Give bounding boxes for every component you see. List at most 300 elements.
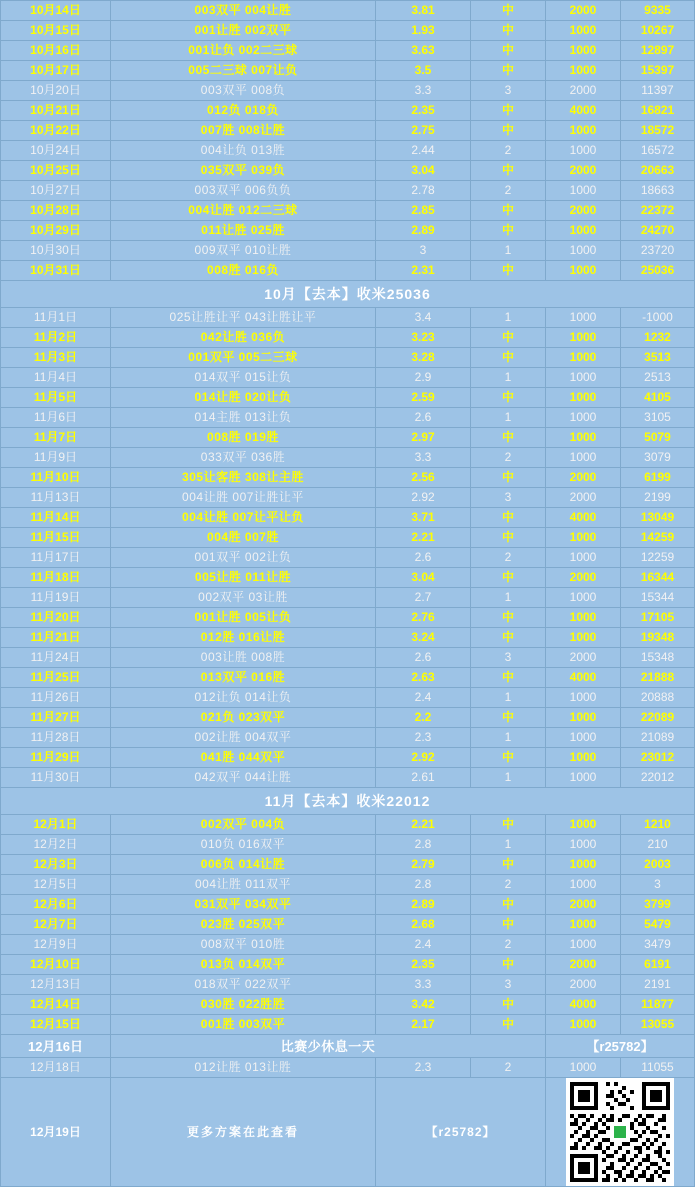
note-date: 12月16日 xyxy=(1,1035,111,1058)
row-total: 5079 xyxy=(621,428,695,448)
row-odds: 2.21 xyxy=(376,528,471,548)
table-row xyxy=(1,388,695,408)
row-total: 13055 xyxy=(621,1015,695,1035)
row-odds: 2.75 xyxy=(376,121,471,141)
row-date: 11月25日 xyxy=(1,668,111,688)
monthly-summary-text: 10月【去本】收米25036 xyxy=(1,281,695,308)
row-match: 013双平 016胜 xyxy=(111,668,376,688)
row-total: 16821 xyxy=(621,101,695,121)
row-match: 003让胜 008胜 xyxy=(111,648,376,668)
row-odds: 2.4 xyxy=(376,688,471,708)
row-match: 002让胜 004双平 xyxy=(111,728,376,748)
table-row xyxy=(1,648,695,668)
row-odds: 3.24 xyxy=(376,628,471,648)
row-amount: 1000 xyxy=(546,328,621,348)
row-odds: 2.89 xyxy=(376,221,471,241)
row-total: 16344 xyxy=(621,568,695,588)
row-date: 11月2日 xyxy=(1,328,111,348)
table-row xyxy=(1,995,695,1015)
wechat-qr-code[interactable] xyxy=(546,1078,695,1187)
row-amount: 2000 xyxy=(546,648,621,668)
row-match: 012负 018负 xyxy=(111,101,376,121)
row-match: 018双平 022双平 xyxy=(111,975,376,995)
row-date: 11月7日 xyxy=(1,428,111,448)
row-result: 中 xyxy=(471,121,546,141)
row-date: 11月30日 xyxy=(1,768,111,788)
table-row xyxy=(1,728,695,748)
row-result: 中 xyxy=(471,668,546,688)
row-odds: 2.35 xyxy=(376,955,471,975)
row-odds: 2.79 xyxy=(376,855,471,875)
row-total: 15344 xyxy=(621,588,695,608)
row-amount: 1000 xyxy=(546,608,621,628)
row-odds: 2.76 xyxy=(376,608,471,628)
row-odds: 3.42 xyxy=(376,995,471,1015)
row-total: 20888 xyxy=(621,688,695,708)
row-amount: 2000 xyxy=(546,1,621,21)
table-row xyxy=(1,308,695,328)
row-result: 中 xyxy=(471,608,546,628)
table-row xyxy=(1,588,695,608)
table-row xyxy=(1,895,695,915)
row-date: 11月5日 xyxy=(1,388,111,408)
row-result: 2 xyxy=(471,935,546,955)
row-date: 12月1日 xyxy=(1,815,111,835)
row-result: 3 xyxy=(471,488,546,508)
table-row xyxy=(1,488,695,508)
row-date: 12月14日 xyxy=(1,995,111,1015)
row-amount: 1000 xyxy=(546,855,621,875)
row-match: 006负 014让胜 xyxy=(111,855,376,875)
row-result: 中 xyxy=(471,61,546,81)
row-total: 6191 xyxy=(621,955,695,975)
row-amount: 1000 xyxy=(546,688,621,708)
row-result: 中 xyxy=(471,895,546,915)
row-match: 012胜 016让胜 xyxy=(111,628,376,648)
row-amount: 1000 xyxy=(546,428,621,448)
row-date: 12月2日 xyxy=(1,835,111,855)
row-total: 21888 xyxy=(621,668,695,688)
table-row xyxy=(1,835,695,855)
row-date: 11月17日 xyxy=(1,548,111,568)
table-row xyxy=(1,348,695,368)
row-total: 22012 xyxy=(621,768,695,788)
table-row xyxy=(1,81,695,101)
row-total: 11397 xyxy=(621,81,695,101)
row-match: 003双平 006负负 xyxy=(111,181,376,201)
row-match: 035双平 039负 xyxy=(111,161,376,181)
row-date: 12月5日 xyxy=(1,875,111,895)
row-odds: 2.6 xyxy=(376,548,471,568)
row-total: 5479 xyxy=(621,915,695,935)
table-row xyxy=(1,1058,695,1078)
row-amount: 1000 xyxy=(546,768,621,788)
row-date: 12月9日 xyxy=(1,935,111,955)
row-odds: 2.85 xyxy=(376,201,471,221)
row-match: 004胜 007胜 xyxy=(111,528,376,548)
row-amount: 1000 xyxy=(546,1058,621,1078)
row-result: 1 xyxy=(471,728,546,748)
row-amount: 1000 xyxy=(546,815,621,835)
row-date: 11月14日 xyxy=(1,508,111,528)
row-date: 10月21日 xyxy=(1,101,111,121)
row-amount: 2000 xyxy=(546,81,621,101)
note-text: 比赛少休息一天 xyxy=(111,1035,546,1058)
row-match: 001让负 002二三球 xyxy=(111,41,376,61)
row-match: 005二三球 007让负 xyxy=(111,61,376,81)
table-row xyxy=(1,608,695,628)
row-match: 033双平 036胜 xyxy=(111,448,376,468)
row-total: -1000 xyxy=(621,308,695,328)
row-match: 042双平 044让胜 xyxy=(111,768,376,788)
table-row xyxy=(1,201,695,221)
table-row xyxy=(1,548,695,568)
row-total: 3513 xyxy=(621,348,695,368)
row-date: 12月6日 xyxy=(1,895,111,915)
table-row xyxy=(1,41,695,61)
qr-icon xyxy=(570,1082,670,1182)
row-match: 008双平 010胜 xyxy=(111,935,376,955)
row-amount: 1000 xyxy=(546,1015,621,1035)
row-odds: 2.92 xyxy=(376,748,471,768)
row-result: 中 xyxy=(471,568,546,588)
table-row xyxy=(1,768,695,788)
row-date: 10月14日 xyxy=(1,1,111,21)
row-date: 10月20日 xyxy=(1,81,111,101)
row-amount: 1000 xyxy=(546,261,621,281)
row-odds: 2.89 xyxy=(376,895,471,915)
row-result: 1 xyxy=(471,408,546,428)
row-odds: 2.44 xyxy=(376,141,471,161)
row-match: 004让胜 007让胜让平 xyxy=(111,488,376,508)
row-date: 11月24日 xyxy=(1,648,111,668)
table-row xyxy=(1,508,695,528)
row-total: 23720 xyxy=(621,241,695,261)
row-match: 013负 014双平 xyxy=(111,955,376,975)
row-date: 12月15日 xyxy=(1,1015,111,1035)
row-total: 18663 xyxy=(621,181,695,201)
row-odds: 3.23 xyxy=(376,328,471,348)
table-row xyxy=(1,181,695,201)
row-result: 2 xyxy=(471,448,546,468)
table-row xyxy=(1,161,695,181)
row-odds: 2.8 xyxy=(376,835,471,855)
row-amount: 2000 xyxy=(546,468,621,488)
row-total: 6199 xyxy=(621,468,695,488)
row-odds: 3.71 xyxy=(376,508,471,528)
row-match: 001胜 003双平 xyxy=(111,1015,376,1035)
row-date: 11月15日 xyxy=(1,528,111,548)
row-amount: 1000 xyxy=(546,875,621,895)
row-match: 003双平 004让胜 xyxy=(111,1,376,21)
row-odds: 2.68 xyxy=(376,915,471,935)
row-match: 021负 023双平 xyxy=(111,708,376,728)
table-row xyxy=(1,221,695,241)
row-match: 014双平 015让负 xyxy=(111,368,376,388)
row-odds: 2.63 xyxy=(376,668,471,688)
row-odds: 3.3 xyxy=(376,448,471,468)
table-row xyxy=(1,935,695,955)
row-result: 中 xyxy=(471,388,546,408)
table-row xyxy=(1,875,695,895)
row-odds: 2.9 xyxy=(376,368,471,388)
row-date: 10月15日 xyxy=(1,21,111,41)
row-total: 20663 xyxy=(621,161,695,181)
row-odds: 2.92 xyxy=(376,488,471,508)
row-odds: 2.59 xyxy=(376,388,471,408)
row-total: 2003 xyxy=(621,855,695,875)
row-date: 12月7日 xyxy=(1,915,111,935)
row-date: 10月16日 xyxy=(1,41,111,61)
row-total: 2513 xyxy=(621,368,695,388)
table-row xyxy=(1,855,695,875)
row-odds: 2.35 xyxy=(376,101,471,121)
table-row xyxy=(1,955,695,975)
row-amount: 2000 xyxy=(546,895,621,915)
footer-code: 【r25782】 xyxy=(376,1078,546,1187)
row-match: 009双平 010让胜 xyxy=(111,241,376,261)
table-row xyxy=(1,61,695,81)
row-match: 305让客胜 308让主胜 xyxy=(111,468,376,488)
row-amount: 1000 xyxy=(546,548,621,568)
row-match: 031双平 034双平 xyxy=(111,895,376,915)
row-match: 041胜 044双平 xyxy=(111,748,376,768)
row-date: 10月31日 xyxy=(1,261,111,281)
row-date: 10月17日 xyxy=(1,61,111,81)
row-result: 中 xyxy=(471,748,546,768)
row-total: 2191 xyxy=(621,975,695,995)
row-odds: 3 xyxy=(376,241,471,261)
row-result: 中 xyxy=(471,855,546,875)
row-result: 2 xyxy=(471,875,546,895)
row-result: 1 xyxy=(471,588,546,608)
row-odds: 2.21 xyxy=(376,815,471,835)
table-row xyxy=(1,241,695,261)
note-row xyxy=(1,1035,695,1058)
row-date: 11月3日 xyxy=(1,348,111,368)
table-row xyxy=(1,121,695,141)
row-amount: 2000 xyxy=(546,568,621,588)
monthly-summary-row xyxy=(1,281,695,308)
row-result: 1 xyxy=(471,241,546,261)
row-amount: 1000 xyxy=(546,408,621,428)
row-date: 11月13日 xyxy=(1,488,111,508)
row-total: 12259 xyxy=(621,548,695,568)
row-total: 15397 xyxy=(621,61,695,81)
row-match: 014主胜 013让负 xyxy=(111,408,376,428)
table-row xyxy=(1,101,695,121)
row-match: 008胜 019胜 xyxy=(111,428,376,448)
row-amount: 1000 xyxy=(546,835,621,855)
row-odds: 2.3 xyxy=(376,728,471,748)
row-amount: 1000 xyxy=(546,748,621,768)
table-row xyxy=(1,428,695,448)
row-total: 1232 xyxy=(621,328,695,348)
row-total: 3 xyxy=(621,875,695,895)
row-amount: 2000 xyxy=(546,975,621,995)
table-row xyxy=(1,568,695,588)
table-row xyxy=(1,328,695,348)
row-odds: 2.17 xyxy=(376,1015,471,1035)
footer-promo-text: 更多方案在此查看 xyxy=(111,1078,376,1187)
row-total: 3079 xyxy=(621,448,695,468)
row-amount: 4000 xyxy=(546,508,621,528)
row-match: 001让胜 005让负 xyxy=(111,608,376,628)
row-odds: 3.04 xyxy=(376,568,471,588)
row-odds: 2.3 xyxy=(376,1058,471,1078)
row-date: 11月19日 xyxy=(1,588,111,608)
row-result: 1 xyxy=(471,368,546,388)
row-amount: 1000 xyxy=(546,181,621,201)
row-result: 3 xyxy=(471,975,546,995)
row-date: 11月28日 xyxy=(1,728,111,748)
table-row xyxy=(1,408,695,428)
row-amount: 1000 xyxy=(546,368,621,388)
row-result: 中 xyxy=(471,328,546,348)
row-total: 1210 xyxy=(621,815,695,835)
row-date: 10月28日 xyxy=(1,201,111,221)
row-match: 007胜 008让胜 xyxy=(111,121,376,141)
row-match: 025让胜让平 043让胜让平 xyxy=(111,308,376,328)
row-result: 2 xyxy=(471,548,546,568)
table-row xyxy=(1,748,695,768)
table-row xyxy=(1,1015,695,1035)
row-date: 12月3日 xyxy=(1,855,111,875)
row-total: 17105 xyxy=(621,608,695,628)
row-date: 11月4日 xyxy=(1,368,111,388)
row-result: 中 xyxy=(471,201,546,221)
row-match: 011让胜 025胜 xyxy=(111,221,376,241)
row-result: 中 xyxy=(471,1,546,21)
row-amount: 2000 xyxy=(546,201,621,221)
table-row xyxy=(1,368,695,388)
row-date: 11月6日 xyxy=(1,408,111,428)
row-total: 3799 xyxy=(621,895,695,915)
table-row xyxy=(1,628,695,648)
row-date: 12月10日 xyxy=(1,955,111,975)
row-odds: 2.61 xyxy=(376,768,471,788)
table-row xyxy=(1,528,695,548)
row-odds: 2.97 xyxy=(376,428,471,448)
row-odds: 2.6 xyxy=(376,408,471,428)
row-amount: 4000 xyxy=(546,101,621,121)
row-amount: 1000 xyxy=(546,915,621,935)
row-amount: 1000 xyxy=(546,388,621,408)
row-result: 3 xyxy=(471,648,546,668)
row-result: 中 xyxy=(471,21,546,41)
row-date: 11月9日 xyxy=(1,448,111,468)
table-row xyxy=(1,688,695,708)
monthly-summary-row xyxy=(1,788,695,815)
row-match: 014让胜 020让负 xyxy=(111,388,376,408)
row-date: 11月27日 xyxy=(1,708,111,728)
row-result: 中 xyxy=(471,428,546,448)
footer-row xyxy=(1,1078,695,1187)
row-match: 003双平 008负 xyxy=(111,81,376,101)
row-match: 002双平 004负 xyxy=(111,815,376,835)
row-total: 210 xyxy=(621,835,695,855)
row-total: 22089 xyxy=(621,708,695,728)
row-amount: 4000 xyxy=(546,995,621,1015)
row-amount: 1000 xyxy=(546,728,621,748)
row-match: 005让胜 011让胜 xyxy=(111,568,376,588)
row-result: 中 xyxy=(471,508,546,528)
row-total: 18572 xyxy=(621,121,695,141)
row-odds: 3.28 xyxy=(376,348,471,368)
row-result: 中 xyxy=(471,161,546,181)
table-row xyxy=(1,708,695,728)
row-date: 12月18日 xyxy=(1,1058,111,1078)
table-row xyxy=(1,141,695,161)
row-result: 1 xyxy=(471,688,546,708)
row-result: 2 xyxy=(471,1058,546,1078)
row-result: 中 xyxy=(471,995,546,1015)
table-row xyxy=(1,815,695,835)
row-total: 13049 xyxy=(621,508,695,528)
row-match: 012让胜 013让胜 xyxy=(111,1058,376,1078)
row-amount: 1000 xyxy=(546,141,621,161)
table-row xyxy=(1,468,695,488)
row-date: 11月10日 xyxy=(1,468,111,488)
row-date: 11月21日 xyxy=(1,628,111,648)
row-date: 10月25日 xyxy=(1,161,111,181)
row-odds: 3.63 xyxy=(376,41,471,61)
row-result: 中 xyxy=(471,955,546,975)
row-odds: 1.93 xyxy=(376,21,471,41)
row-total: 3105 xyxy=(621,408,695,428)
row-result: 3 xyxy=(471,81,546,101)
row-result: 中 xyxy=(471,628,546,648)
row-date: 11月29日 xyxy=(1,748,111,768)
row-match: 001双平 002让负 xyxy=(111,548,376,568)
row-result: 中 xyxy=(471,815,546,835)
table-row xyxy=(1,975,695,995)
row-amount: 1000 xyxy=(546,221,621,241)
row-odds: 3.3 xyxy=(376,81,471,101)
row-result: 1 xyxy=(471,768,546,788)
row-odds: 2.78 xyxy=(376,181,471,201)
row-amount: 1000 xyxy=(546,41,621,61)
footer-date: 12月19日 xyxy=(1,1078,111,1187)
row-date: 10月22日 xyxy=(1,121,111,141)
row-amount: 1000 xyxy=(546,588,621,608)
table-row xyxy=(1,915,695,935)
table-row xyxy=(1,21,695,41)
row-result: 2 xyxy=(471,141,546,161)
row-amount: 1000 xyxy=(546,21,621,41)
row-odds: 3.3 xyxy=(376,975,471,995)
row-total: 2199 xyxy=(621,488,695,508)
row-date: 11月1日 xyxy=(1,308,111,328)
table-row xyxy=(1,448,695,468)
row-amount: 4000 xyxy=(546,668,621,688)
row-odds: 3.5 xyxy=(376,61,471,81)
row-odds: 2.56 xyxy=(376,468,471,488)
row-amount: 2000 xyxy=(546,161,621,181)
row-result: 中 xyxy=(471,708,546,728)
row-match: 010负 016双平 xyxy=(111,835,376,855)
row-total: 11877 xyxy=(621,995,695,1015)
row-amount: 1000 xyxy=(546,935,621,955)
row-date: 10月27日 xyxy=(1,181,111,201)
table-row xyxy=(1,668,695,688)
row-total: 12897 xyxy=(621,41,695,61)
row-total: 10267 xyxy=(621,21,695,41)
row-total: 3479 xyxy=(621,935,695,955)
row-result: 中 xyxy=(471,41,546,61)
row-amount: 1000 xyxy=(546,121,621,141)
row-amount: 1000 xyxy=(546,628,621,648)
